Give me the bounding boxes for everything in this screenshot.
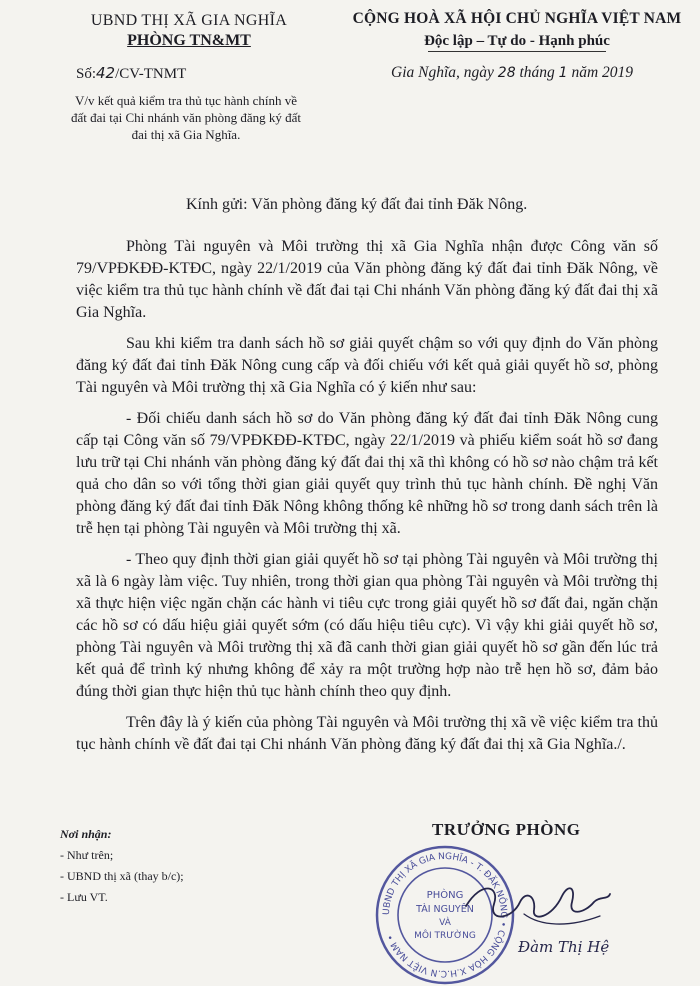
date-place: Gia Nghĩa, ngày: [391, 64, 494, 81]
stamp-center-line: MÔI TRƯỜNG: [414, 931, 476, 941]
letter-body: [76, 236, 658, 765]
recipients-title: Nơi nhận:: [60, 827, 112, 841]
handwritten-signature-icon: [460, 856, 640, 966]
document-number: [76, 64, 186, 83]
stamp-center-line: PHÒNG: [426, 890, 464, 901]
body-paragraph: Sau khi kiểm tra danh sách hồ sơ giải quyết chậm so với quy định do Văn phòng đăng ký đất đai tỉnh Đăk Nông cung cấp và đối chiếu với kết quả giải quyết hồ sơ, phòng Tài nguyên và Môi trường thị xã Gia Nghĩa có ý kiến như sau:: [76, 335, 658, 396]
body-paragraph: - Theo quy định thời gian giải quyết hồ sơ tại phòng Tài nguyên và Môi trường thị xã là 6 ngày làm việc. Tuy nhiên, trong thời gian qua phòng Tài nguyên và Môi trường thị xã thực hiện việc ngăn chặn các hành vi tiêu cực trong giải quyết hồ sơ đất đai, ngăn chặn các hồ sơ có dấu hiệu giải quyết sớm (có dấu hiệu tiêu cực). Vì vậy khi giải quyết hồ sơ, phòng Tài nguyên và Môi trường thị xã đã canh thời gian giải quyết hồ sơ gần đến lúc trả kết quả để trình ký nhưng không để xảy ra một trường hợp nào trễ hẹn hồ sơ, đảm bảo đúng thời gian thực hiện thủ tục hành chính theo quy định.: [76, 551, 658, 700]
stamp-ring-text: UBND THỊ XÃ GIA NGHĨA - T. ĐĂK NÔNG • CỘNG HÒA X.H.C.N VIỆT NAM •: [381, 851, 509, 979]
date-month-label: tháng: [519, 64, 555, 81]
body-paragraph: - Đối chiếu danh sách hồ sơ do Văn phòng đăng ký đất đai tỉnh Đăk Nông cung cấp tại Công văn số 79/VPĐKĐĐ-KTĐC, ngày 22/1/2019 và phiếu kiểm soát hồ sơ đang lưu trữ tại Chi nhánh văn phòng đăng ký đất đai thị xã thì không có hồ sơ nào chậm trả kết quả cho dân so với tổng thời gian giải quyết quy trình thủ tục hành chính. Đề nghị Văn phòng đăng ký đất đai tỉnh Đăk Nông không thống kê những hồ sơ trong danh sách trên là trễ hẹn tại phòng Tài nguyên và Môi trường thị xã.: [76, 410, 658, 537]
date-day: 28: [497, 65, 516, 81]
signature-name: Đàm Thị Hệ: [518, 938, 610, 956]
issuer-department: PHÒNG TN&MT: [127, 32, 251, 49]
subject-line: V/v kết quả kiểm tra thủ tục hành chính về đất đai tại Chi nhánh văn phòng đăng ký đất đai thị xã Gia Nghĩa.: [71, 93, 301, 142]
issue-date: [391, 64, 633, 82]
doc-number-suffix: /CV-TNMT: [115, 66, 187, 82]
national-motto: Độc lập – Tự do - Hạnh phúc: [424, 33, 610, 49]
body-paragraph: Phòng Tài nguyên và Môi trường thị xã Gia Nghĩa nhận được Công văn số 79/VPĐKĐĐ-KTĐC, ngày 22/1/2019 của Văn phòng đăng ký đất đai tỉnh Đăk Nông, về việc kiểm tra thủ tục hành chính về đất đai tại Chi nhánh Văn phòng đăng ký đất đai thị xã Gia Nghĩa.: [76, 238, 658, 321]
doc-number-handwritten: 42: [96, 64, 116, 82]
issuer-organization: UBND THỊ XÃ GIA NGHĨA: [90, 12, 288, 29]
salutation: Kính gửi: Văn phòng đăng ký đất đai tỉnh Đăk Nông.: [186, 196, 528, 213]
recipient-item: - UBND thị xã (thay b/c);: [60, 869, 184, 883]
date-year: năm 2019: [571, 64, 634, 81]
stamp-center-line: VÀ: [439, 918, 451, 928]
motto-underline: [428, 51, 606, 52]
nation-title: CỘNG HOÀ XÃ HỘI CHỦ NGHĨA VIỆT NAM: [352, 10, 682, 27]
recipients-block: [60, 824, 184, 908]
national-header: [338, 10, 696, 52]
issuer-block: [64, 12, 314, 50]
doc-number-prefix: Số:: [76, 66, 97, 82]
body-paragraph: Trên đây là ý kiến của phòng Tài nguyên và Môi trường thị xã về việc kiểm tra thủ tục hành chính về đất đai tại Chi nhánh Văn phòng đăng ký đất đai thị xã Gia Nghĩa./.: [76, 714, 658, 753]
recipient-item: - Lưu VT.: [60, 890, 108, 904]
stamp-center-line: TÀI NGUYÊN: [416, 904, 474, 915]
recipient-item: - Như trên;: [60, 848, 114, 862]
signer-title: TRƯỞNG PHÒNG: [432, 820, 581, 839]
date-month: 1: [558, 65, 568, 81]
